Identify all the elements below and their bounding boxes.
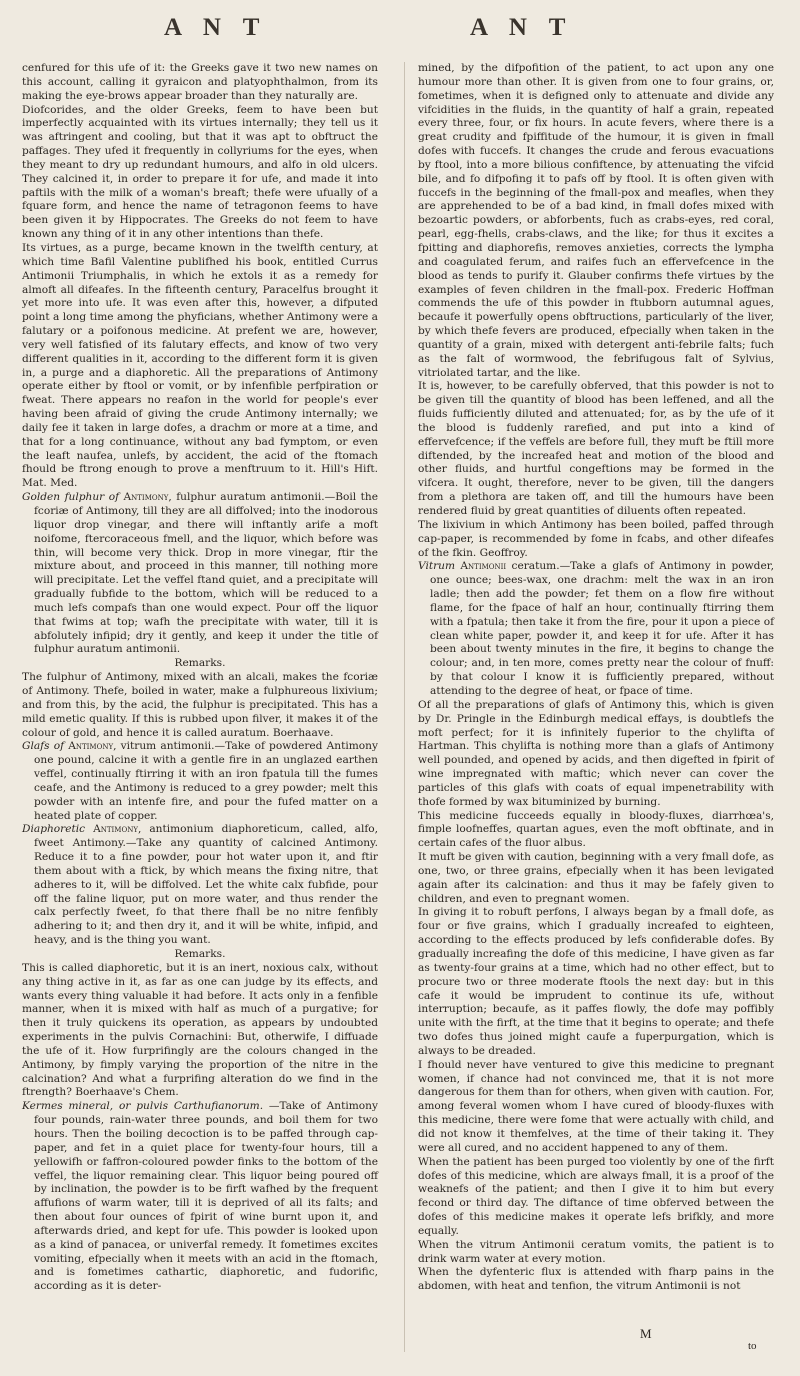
- entry-body: ceratum.—Take a glafs of Antimony in powder, one ounce; bees-wax, one drachm: melt the wax in an iron ladle; then add the powder; fet them on a flow fire without flame, for the fpace of half an hour, continually ftirring them with a fpatula; then take it from the fire, pour it upon a piece of clean white paper, powder it, and keep it for ufe. After it has been about twenty minutes in the fire, it begins to change the colour; and, in ten more, comes pretty near the colour of fnuff: by that colour I know it is fufficiently prepared, without attending to the degree of heat, or fpace of time.: [430, 560, 775, 697]
- entry-headword: Vitrum: [418, 560, 456, 573]
- paragraph: When the dyfenteric flux is attended with fharp pains in the abdomen, with heat and tenfion, the vitrum Antimonii is not: [418, 1266, 774, 1293]
- running-head-right: A N T: [470, 14, 574, 41]
- paragraph: When the patient has been purged too violently by one of the firft dofes of this medicine, which are always fmall, it is a proof of the weaknefs of the patient; and then I give it to him but every fecond or third day. The diftance of time obferved between the dofes of this medicine makes it operate lefs brifkly, and more equally.: [418, 1155, 774, 1237]
- entry-headword: Glafs of: [22, 740, 65, 753]
- dictionary-entry: [22, 1100, 378, 1294]
- remarks-heading: Remarks.: [174, 657, 226, 670]
- paragraph: Its virtues, as a purge, became known in the twelfth century, at which time Bafil Valentine publifhed his book, entitled Currus Antimonii Triumphalis, in which he extols it as a remedy for almoft all difeafes. In the fifteenth century, Paracelfus brought it yet more into ufe. It was even after this, however, a difputed point a long time among the phyficians, whether Antimony were a falutary or a poifonous medicine. At prefent we are, however, very well fatisfied of its falutary effects, and know of two very different qualities in it, according to the different form it is given in, a purge and a diaphoretic. All the preparations of Antimony operate either by ftool or vomit, or by infenfible perfpiration or fweat. There appears no reafon in the world for people's ever having been afraid of giving the crude Antimony internally; we daily fee it taken in large dofes, a drachm or more at a time, and that for a long continuance, without any bad fymptom, or even the leaft naufea, unlefs, by accident, the acid of the ftomach fhould be ftrong enough to prove a menftruum to it. Hill's Hift. Mat. Med.: [22, 241, 378, 490]
- signature-mark: M: [640, 1326, 652, 1341]
- paragraph: In giving it to robuft perfons, I always began by a fmall dofe, as four or five grains, which I gradually increafed to eighteen, according to the effects produced by lefs confiderable dofes. By gradually increafing the dofe of this medicine, I have given as far as twenty-four grains at a time, which had no other effect, but to procure two or three moderate ftools the next day: but in this cafe it would be imprudent to continue its ufe, without interruption; becaufe, as it paffes flowly, the dofe may poffibly unite with the firft, at the time that it begins to operate; and thefe two dofes thus joined might caufe a fuperpurgation, which is always to be dreaded.: [418, 906, 774, 1057]
- entry-headword-caps: Antimony,: [123, 491, 172, 504]
- left-column: [22, 62, 378, 1294]
- paragraph: The lixivium in which Antimony has been boiled, paffed through cap-paper, is recommended by fome in fcabs, and other difeafes of the fkin. Geoffroy.: [418, 518, 774, 559]
- paragraph: It is, however, to be carefully obferved, that this powder is not to be given till the quantity of blood has been leffened, and all the fluids fufficiently diluted and attenuated; for, as by the ufe of it the blood is fuddenly rarefied, and put into a kind of effervefcence; if the veffels are before full, they muft be ftill more diftended, by the increafed heat and motion of the blood and other fluids, and hurtful congeftions may be formed in the vifcera. It ought, therefore, never to be given, till the dangers from a plethora are taken off, and till the humours have been rendered fluid by great quantities of diluents often repeated.: [418, 380, 774, 517]
- entry-headword: Diaphoretic: [22, 823, 86, 836]
- entry-body: fulphur auratum antimonii.—Boil the fcoriæ of Antimony, till they are all diffolved; into the inodorous liquor drop vinegar, and there will inftantly arife a moft noifome, ftercoraceous fmell, and the liquor, which before was thin, will become very thick. Drop in more vinegar, ftir the mixture about, and proceed in this manner, till nothing more will precipitate. Let the veffel ftand quiet, and a precipitate will gradually fubfide to the bottom, which will be reduced to a much lefs compafs than one would expect. Pour off the liquor that fwims at top; wafh the precipitate with water, till it is abfolutely infipid; dry it gently, and keep it under the title of fulphur auratum antimonii.: [34, 491, 378, 656]
- entry-body: vitrum antimonii.—Take of powdered Antimony one pound, calcine it with a gentle fire in an unglazed earthen veffel, continually ftirring it with an iron fpatula till the fumes ceafe, and the Antimony is reduced to a grey powder; melt this powder with an intenfe fire, and pour the fufed matter on a heated plate of copper.: [34, 740, 378, 822]
- catchword: to: [748, 1340, 757, 1352]
- paragraph: When the vitrum Antimonii ceratum vomits, the patient is to drink warm water at every motion.: [418, 1238, 774, 1265]
- paragraph: This medicine fucceeds equally in bloody-fluxes, diarrhœa's, fimple loofneffes, quartan agues, even the moft obftinate, and in certain cafes of the fluor albus.: [418, 809, 774, 850]
- entry-headword-caps: Antimony,: [68, 740, 117, 753]
- entry-body: —Take of Antimony four pounds, rain-water three pounds, and boil them for two hours. Then the boiling decoction is to be paffed through cap-paper, and fet in a quiet place for twenty-four hours, till a yellowifh or faffron-coloured powder finks to the bottom of the veffel, the liquor remaining clear. This liquor being poured off by inclination, the powder is to be firft wafhed by the frequent affufions of warm water, till it is deprived of all its falts; and then about four ounces of fpirit of wine burnt upon it, and afterwards dried, and kept for ufe. This powder is looked upon as a kind of panacea, or univerfal remedy. It fometimes excites vomiting, efpecially when it meets with an acid in the ftomach, and is fometimes cathartic, diaphoretic, and fudorific, according as it is deter-: [34, 1100, 378, 1293]
- running-head-left: A N T: [164, 14, 268, 41]
- paragraph: This is called diaphoretic, but it is an inert, noxious calx, without any thing active in it, as far as one can judge by its effects, and wants every thing valuable it had before. It acts only in a fenfible manner, when it is mixed with half as much of a purgative; for then it truly quickens its operation, as appears by undoubted experiments in the pulvis Cornachini: But, otherwife, I diffuade the ufe of it. How furprifingly are the colours changed in the Antimony, by fimply varying the proportion of the nitre in the calcination? And what a furprifing alteration do we find in the ftrength? Boerhaave's Chem.: [22, 961, 378, 1099]
- right-column: [418, 62, 774, 1294]
- paragraph: It muft be given with caution, beginning with a very fmall dofe, as one, two, or three grains, efpecially when it has been levigated again after its calcination: and thus it may be fafely given to children, and even to pregnant women.: [418, 851, 774, 905]
- dictionary-entry: [22, 823, 378, 948]
- paragraph: cenfured for this ufe of it: the Greeks gave it two new names on this account, calling it gyraicon and platyophthalmon, from its making the eye-brows appear broader than they naturally are.: [22, 62, 378, 102]
- dictionary-entry: [418, 560, 774, 698]
- entry-headword: Golden fulphur of: [22, 491, 119, 504]
- entry-headword: Kermes mineral, or pulvis Carthufianorum.: [22, 1100, 264, 1113]
- column-divider: [404, 62, 405, 1352]
- entry-headword-caps: Antimony,: [93, 823, 142, 836]
- paragraph: Diofcorides, and the older Greeks, feem to have been but imperfectly acquainted with its virtues internally; they tell us it was aftringent and cooling, but that it was apt to obftruct the paffages. They ufed it frequently in collyriums for the eyes, when they meant to dry up redundant humours, and alfo in old ulcers. They calcined it, in order to prepare it for ufe, and made it into paftils with the milk of a woman's breaft; thefe were ufually of a fquare form, and hence the name of tetragonon feems to have been given it by Hippocrates. The Greeks do not feem to have known any thing of it in any other intentions than thefe.: [22, 103, 378, 241]
- paragraph: I fhould never have ventured to give this medicine to pregnant women, if chance had not convinced me, that it is not more dangerous for them than for others, when given with caution. For, among feveral women whom I have cured of bloody-fluxes with this medicine, there were fome that were actually with child, and did not know it themfelves, at the time of their taking it. They were all cured, and no accident happened to any of them.: [418, 1058, 774, 1154]
- paragraph: Of all the preparations of glafs of Antimony this, which is given by Dr. Pringle in the Edinburgh medical effays, is doubtlefs the moft perfect; for it is infinitely fuperior to the chylifta of Hartman. This chylifta is nothing more than a glafs of Antimony well pounded, and opened by acids, and then digefted in fpirit of wine impregnated with maftic; which never can cover the particles of this glafs with coats of equal impenetrability with thofe formed by wax bituminized by burning.: [418, 698, 774, 808]
- dictionary-entry: [22, 740, 378, 823]
- paragraph: mined, by the difpofition of the patient, to act upon any one humour more than other. It is given from one to four grains, or, fometimes, when it is defigned only to attenuate and divide any vifcidities in the fluids, in the quantity of half a grain, repeated every three, four, or fix hours. In acute fevers, where there is a great crudity and fpiffitude of the humour, it is given in fmall dofes with fuccefs. It changes the crude and ferous evacuations by ftool, into a more bilious confiftence, by attenuating the vifcid bile, and fo difpofing it to pafs off by ftool. It is often given with fuccefs in the beginning of the fmall-pox and meafles, when they are apprehended to be of a bad kind, in fmall dofes mixed with bezoartic powders, or abforbents, fuch as crabs-eyes, red coral, pearl, egg-fhells, crabs-claws, and the like; for thus it excites a fpitting and diaphorefis, removes anxieties, corrects the lympha and coagulated ferum, and raifes fuch an effervefcence in the blood as tends to purify it. Glauber confirms thefe virtues by the examples of feven children in the fmall-pox. Frederic Hoffman commends the ufe of this powder in ftubborn autumnal agues, becaufe it powerfully opens obftructions, particularly of the liver, by which thefe fevers are produced, efpecially when taken in the quantity of a grain, mixed with detergent anti-febrile falts; fuch as the falt of wormwood, the febrifugous falt of Sylvius, vitriolated tartar, and the like.: [418, 62, 774, 379]
- entry-body: antimonium diaphoreticum, called, alfo, fweet Antimony.—Take any quantity of calcined Antimony. Reduce it to a fine powder, pour hot water upon it, and ftir them about with a ftick, by which means the fixing nitre, that adheres to it, will be diffolved. Let the white calx fubfide, pour off the faline liquor, put on more water, and thus render the calx perfectly fweet, fo that there fhall be no nitre fenfibly adhering to it; and then dry it, and it will be white, infipid, and heavy, and is the thing you want.: [34, 823, 379, 947]
- paragraph: The fulphur of Antimony, mixed with an alcali, makes the fcoriæ of Antimony. Thefe, boiled in water, make a fulphureous lixivium; and from this, by the acid, the fulphur is precipitated. This has a mild emetic quality. If this is rubbed upon filver, it makes it of the colour of gold, and hence it is called auratum. Boerhaave.: [22, 671, 378, 739]
- remarks-heading: Remarks.: [174, 948, 226, 960]
- dictionary-entry: [22, 491, 378, 657]
- entry-headword-caps: Antimonii: [460, 560, 507, 573]
